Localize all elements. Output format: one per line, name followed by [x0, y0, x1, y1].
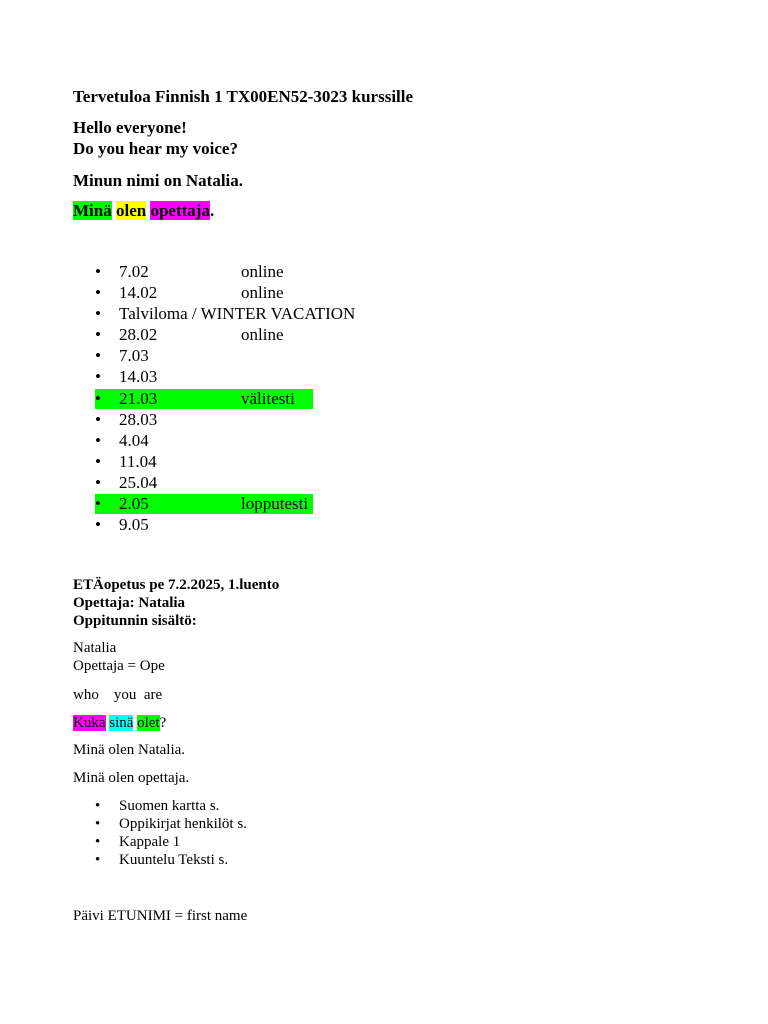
schedule-date: 28.03: [119, 409, 158, 429]
topic-text: Suomen kartta s.: [119, 798, 220, 814]
bullet-icon: •: [95, 494, 101, 514]
footer-note: Päivi ETUNIMI = first name: [73, 908, 248, 924]
greeting-line-2: Do you hear my voice?: [73, 139, 238, 158]
bullet-icon: •: [95, 304, 101, 324]
topic-text: Kappale 1: [119, 834, 181, 850]
bullet-icon: •: [95, 409, 101, 429]
topic-text: Oppikirjat henkilöt s.: [119, 816, 247, 832]
bullet-icon: •: [95, 515, 101, 535]
schedule-note: online: [241, 325, 284, 345]
schedule-date: 2.05: [119, 494, 149, 514]
teacher-sentence: [73, 200, 214, 221]
intro-sentence: Minun nimi on Natalia.: [73, 171, 244, 190]
bullet-icon: •: [95, 472, 101, 492]
schedule-note: välitesti: [241, 388, 295, 408]
bullet-icon: •: [95, 834, 101, 850]
bullet-icon: •: [95, 367, 101, 387]
teacher-abbrev: Opettaja = Ope: [73, 658, 165, 674]
bullet-icon: •: [95, 816, 101, 832]
word-sina: sinä: [109, 715, 134, 731]
bullet-icon: •: [95, 346, 101, 366]
bullet-icon: •: [95, 430, 101, 450]
word-mina: Minä: [73, 201, 112, 220]
lesson-contents-label: Oppitunnin sisältö:: [73, 613, 197, 629]
schedule-note: online: [241, 283, 284, 303]
schedule-date: 28.02: [119, 325, 158, 345]
page-title: Tervetuloa Finnish 1 TX00EN52-3023 kurssille: [73, 87, 414, 106]
word-opettaja: opettaja: [150, 201, 210, 220]
word-olen: olen: [115, 201, 147, 220]
topic-text: Kuuntelu Teksti s.: [119, 852, 229, 868]
bullet-icon: •: [95, 283, 101, 303]
bullet-icon: •: [95, 798, 101, 814]
schedule-date: 14.03: [119, 367, 158, 387]
word-kuka: Kuka: [73, 715, 106, 731]
bullet-icon: •: [95, 262, 101, 281]
schedule-date: 7.02: [119, 262, 149, 281]
sentence-period: .: [209, 201, 215, 220]
schedule-date: 9.05: [119, 515, 149, 535]
greeting-line-1: Hello everyone!: [73, 118, 187, 137]
schedule-date: 7.03: [119, 346, 149, 366]
schedule-date: 11.04: [119, 451, 157, 471]
schedule-date: 21.03: [119, 388, 158, 408]
lesson-teacher: Opettaja: Natalia: [73, 595, 186, 611]
who-you-are: who you are: [73, 687, 163, 703]
question-sentence: [73, 714, 166, 732]
word-olet: olet: [137, 715, 160, 731]
answer-2: Minä olen opettaja.: [73, 770, 190, 786]
question-mark: ?: [159, 715, 167, 731]
schedule-note: online: [241, 262, 284, 281]
lesson-name: Natalia: [73, 640, 117, 656]
answer-1: Minä olen Natalia.: [73, 742, 186, 758]
bullet-icon: •: [95, 852, 101, 868]
schedule-date: 14.02: [119, 283, 158, 303]
lesson-heading: ETÄopetus pe 7.2.2025, 1.luento: [73, 577, 280, 593]
bullet-icon: •: [95, 451, 101, 471]
schedule-date: Talviloma / WINTER VACATION: [119, 304, 356, 324]
bullet-icon: •: [95, 325, 101, 345]
schedule-date: 25.04: [119, 472, 158, 492]
schedule-note: lopputesti: [241, 494, 309, 514]
bullet-icon: •: [95, 388, 101, 408]
schedule-date: 4.04: [119, 430, 149, 450]
